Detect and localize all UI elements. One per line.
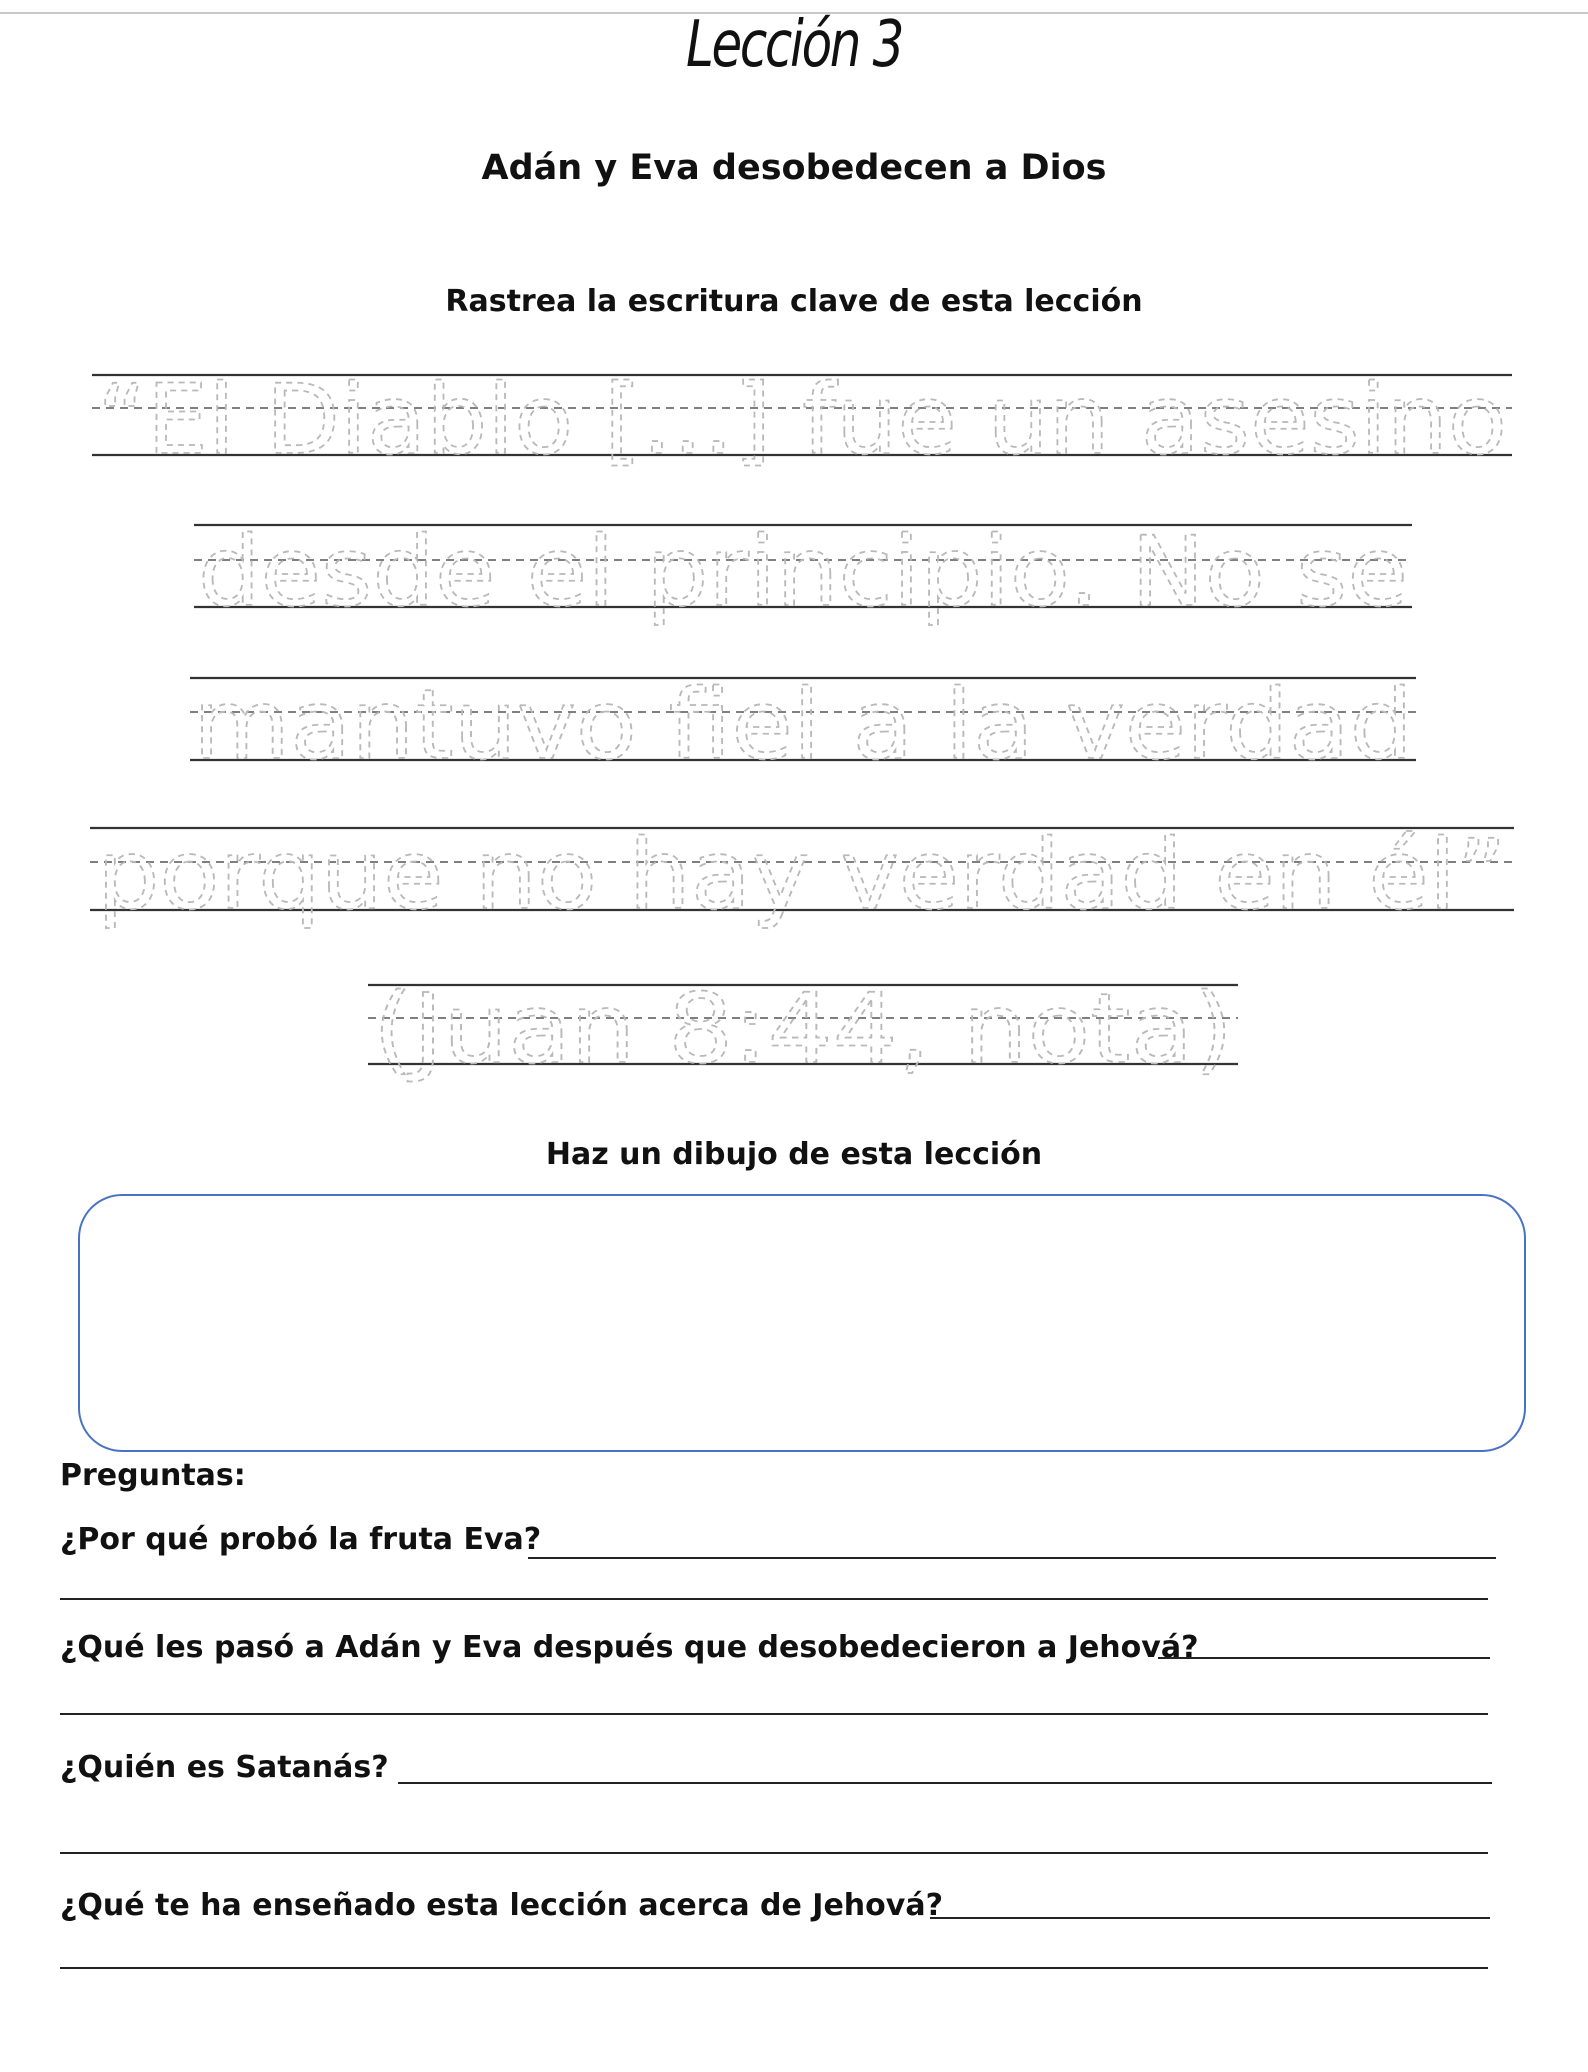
trace-row (194, 516, 1412, 628)
answer-line[interactable] (60, 1852, 1488, 1854)
answer-line[interactable] (930, 1917, 1490, 1919)
answer-line[interactable] (398, 1782, 1492, 1784)
trace-text-line: “El Diablo [...] fue un asesino (97, 364, 1507, 476)
answer-line[interactable] (60, 1713, 1488, 1715)
trace-text-line: porque no hay verdad en él” (97, 819, 1507, 931)
trace-row (92, 364, 1512, 476)
trace-instruction: Rastrea la escritura clave de esta lección (445, 284, 1143, 319)
questions-heading: Preguntas: (60, 1458, 246, 1493)
drawing-box[interactable] (78, 1194, 1526, 1452)
trace-row (90, 819, 1514, 931)
question-label: ¿Por qué probó la fruta Eva? (60, 1522, 542, 1557)
trace-row (190, 669, 1416, 781)
answer-line[interactable] (1158, 1657, 1490, 1659)
drawing-instruction: Haz un dibujo de esta lección (545, 1137, 1043, 1172)
lesson-subtitle: Adán y Eva desobedecen a Dios (481, 148, 1107, 188)
answer-line[interactable] (60, 1598, 1488, 1600)
trace-text-line: mantuvo fiel a la verdad (193, 669, 1413, 781)
lesson-title: Lección 3 (685, 8, 903, 82)
question-label: ¿Quién es Satanás? (60, 1750, 389, 1785)
answer-line[interactable] (528, 1557, 1496, 1559)
question-label: ¿Qué te ha enseñado esta lección acerca de Jehová? (60, 1888, 943, 1923)
trace-row (368, 973, 1238, 1085)
question-label: ¿Qué les pasó a Adán y Eva después que desobedecieron a Jehová? (60, 1630, 1199, 1665)
trace-text-line: desde el principio. No se (198, 516, 1408, 628)
trace-text-line: (Juan 8:44, nota) (373, 973, 1233, 1085)
answer-line[interactable] (60, 1967, 1488, 1969)
